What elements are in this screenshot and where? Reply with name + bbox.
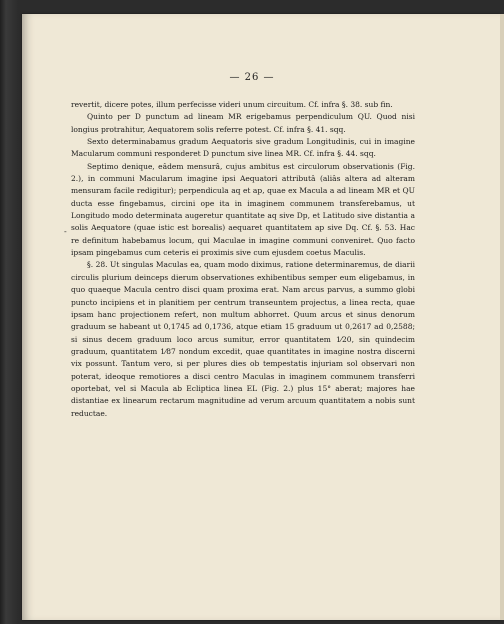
- margin-mark: -: [64, 227, 67, 236]
- page-edge: [500, 14, 504, 620]
- body-text: [71, 99, 415, 420]
- paragraph-4: Septimo denique, eâdem mensurâ, cujus ambitus est circulorum observationis (Fig. 2.), in communi Macularum imagine ipsi Aequatori attributâ (aliâs altera ad alteram mensuram facile redigitur); perpendicula aq et ap, quae ex Macula a ad lineam MR et QU ducta esse fingebamus, circini ope ita in imaginem communem transferebamus, ut Longitudo modo determinata augeretur quantitate aq sive Dp, et Latitudo sive distantia a solis Aequatore (quae istic est borealis) aequaret quantitatem ap sive Dq. Cf. §. 53. Hac re definitum habebamus locum, qui Maculae in imagine communi conveniret. Quo facto ipsam pingebamus cum ceteris ei proximis sive cum ejusdem coetus Maculis.: [71, 161, 415, 258]
- paragraph-3: Sexto determinabamus gradum Aequatoris sive gradum Longitudinis, cui in imagine Macularum communi responderet D punctum sive linea MR. Cf. infra §. 44. sqq.: [71, 137, 415, 159]
- paragraph-1: revertit, dicere potes, illum perfecisse videri unum circuitum. Cf. infra §. 38. sub fin.: [71, 100, 393, 109]
- page-number: — 26 —: [229, 72, 275, 83]
- paragraph-2: Quinto per D punctum ad lineam MR erigebamus perpendiculum QU. Quod nisi longius protrahitur, Aequatorem solis referre potest. Cf. infra §. 41. sqq.: [71, 112, 415, 134]
- paragraph-5: §. 28. Ut singulas Maculas ea, quam modo diximus, ratione determinaremus, de diarii circulis plurium deinceps dierum observationes exhibentibus semper eum eligebamus, in quo quaeque Macula centro disci quam proxima erat. Nam arcus parvus, a summo globi puncto incipiens et in planitiem per centrum transeuntem projectus, a linea recta, quae ipsam hanc projectionem refert, non multum abhorret. Quum arcus et sinus denorum graduum se habeant ut 0,1745 ad 0,1736, atque etiam 15 graduum ut 0,2617 ad 0,2588; si sinus decem graduum loco arcus sumitur, error quantitatem 1⁄20, sin quindecim graduum, quantitatem 1⁄87 nondum excedit, quae quantitates in imagine nostra discerni vix possunt. Tantum vero, si per plures dies ob tempestatis injuriam sol observari non poterat, ideoque remotiores a disci centro Maculas in imaginem communem transferri oportebat, vel si Macula ab Ecliptica linea EL (Fig. 2.) plus 15° aberat; majores hae distantiae ex linearum rectarum magnitudine ad verum arcuum quantitatem a nobis sunt reductae.: [71, 260, 415, 418]
